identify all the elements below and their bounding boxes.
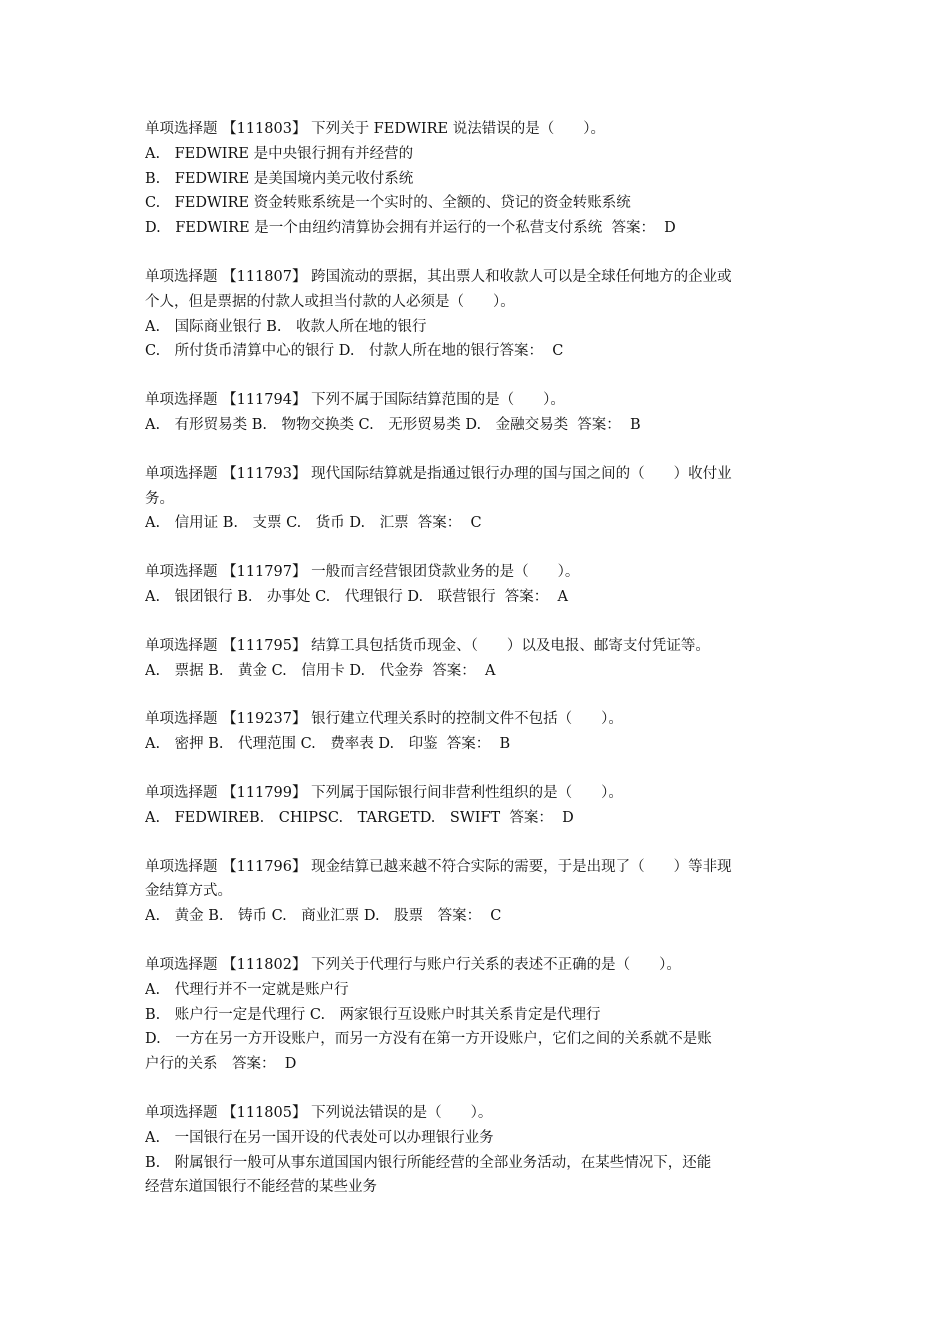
- question-stem: 单项选择题 【111805】 下列说法错误的是（ ）。: [145, 1104, 493, 1121]
- question-option: A. 有形贸易类 B. 物物交换类 C. 无形贸易类 D. 金融交易类 答案： B: [145, 416, 641, 433]
- question-stem: 单项选择题 【119237】 银行建立代理关系时的控制文件不包括（ ）。: [145, 711, 623, 728]
- question-option: A. FEDWIREB. CHIPSC. TARGETD. SWIFT 答案： D: [145, 809, 574, 826]
- question-stem: 个人，但是票据的付款人或担当付款的人必须是（ ）。: [145, 293, 515, 310]
- question-item: [145, 265, 815, 364]
- question-option: A. 一国银行在另一国开设的代表处可以办理银行业务: [145, 1129, 494, 1146]
- question-option: A. 信用证 B. 支票 C. 货币 D. 汇票 答案： C: [145, 515, 482, 532]
- question-option: B. 账户行一定是代理行 C. 两家银行互设账户时其关系肯定是代理行: [145, 1006, 601, 1023]
- question-option: B. FEDWIRE 是美国境内美元收付系统: [145, 170, 414, 187]
- question-stem: 金结算方式。: [145, 883, 232, 900]
- question-option: C. FEDWIRE 资金转账系统是一个实时的、全额的、贷记的资金转账系统: [145, 195, 631, 212]
- question-option: C. 所付货币清算中心的银行 D. 付款人所在地的银行答案： C: [145, 343, 564, 360]
- question-option: A. FEDWIRE 是中央银行拥有并经营的: [145, 145, 414, 162]
- question-item: [145, 634, 815, 684]
- question-item: [145, 953, 815, 1077]
- question-stem: 单项选择题 【111797】 一般而言经营银团贷款业务的是（ ）。: [145, 564, 580, 581]
- question-option: D. 一方在另一方开设账户，而另一方没有在第一方开设账户，它们之间的关系就不是账: [145, 1031, 712, 1048]
- question-item: [145, 707, 815, 757]
- question-stem: 单项选择题 【111799】 下列属于国际银行间非营利性组织的是（ ）。: [145, 784, 623, 801]
- question-stem: 务。: [145, 490, 174, 507]
- question-stem: 单项选择题 【111802】 下列关于代理行与账户行关系的表述不正确的是（ ）。: [145, 956, 681, 973]
- question-stem: 单项选择题 【111793】 现代国际结算就是指通过银行办理的国与国之间的（ ）收付业: [145, 465, 732, 482]
- question-option: B. 附属银行一般可从事东道国国内银行所能经营的全部业务活动，在某些情况下，还能: [145, 1154, 712, 1171]
- question-stem: 单项选择题 【111807】 跨国流动的票据，其出票人和收款人可以是全球任何地方的企业或: [145, 268, 732, 285]
- question-item: [145, 560, 815, 610]
- question-stem: 单项选择题 【111796】 现金结算已越来越不符合实际的需要，于是出现了（ ）等非现: [145, 858, 732, 875]
- question-item: [145, 462, 815, 536]
- question-list: [145, 117, 815, 1224]
- question-option: 户行的关系 答案： D: [145, 1056, 297, 1073]
- question-item: [145, 1101, 815, 1200]
- question-item: [145, 781, 815, 831]
- question-option: A. 代理行并不一定就是账户行: [145, 981, 349, 998]
- question-option: A. 密押 B. 代理范围 C. 费率表 D. 印鉴 答案： B: [145, 736, 511, 753]
- question-option: A. 黄金 B. 铸币 C. 商业汇票 D. 股票 答案： C: [145, 908, 502, 925]
- question-item: [145, 388, 815, 438]
- question-stem: 单项选择题 【111803】 下列关于 FEDWIRE 说法错误的是（ ）。: [145, 121, 605, 137]
- question-stem: 单项选择题 【111795】 结算工具包括货币现金、（ ）以及电报、邮寄支付凭证等。: [145, 637, 710, 654]
- question-option: A. 国际商业银行 B. 收款人所在地的银行: [145, 318, 427, 335]
- question-item: [145, 117, 815, 241]
- question-option: 经营东道国银行不能经营的某些业务: [145, 1179, 377, 1196]
- question-option: A. 银团银行 B. 办事处 C. 代理银行 D. 联营银行 答案： A: [145, 588, 568, 605]
- question-stem: 单项选择题 【111794】 下列不属于国际结算范围的是（ ）。: [145, 392, 565, 409]
- question-item: [145, 855, 815, 929]
- question-option: D. FEDWIRE 是一个由纽约清算协会拥有并运行的一个私营支付系统 答案： D: [145, 220, 676, 237]
- question-option: A. 票据 B. 黄金 C. 信用卡 D. 代金券 答案： A: [145, 662, 496, 679]
